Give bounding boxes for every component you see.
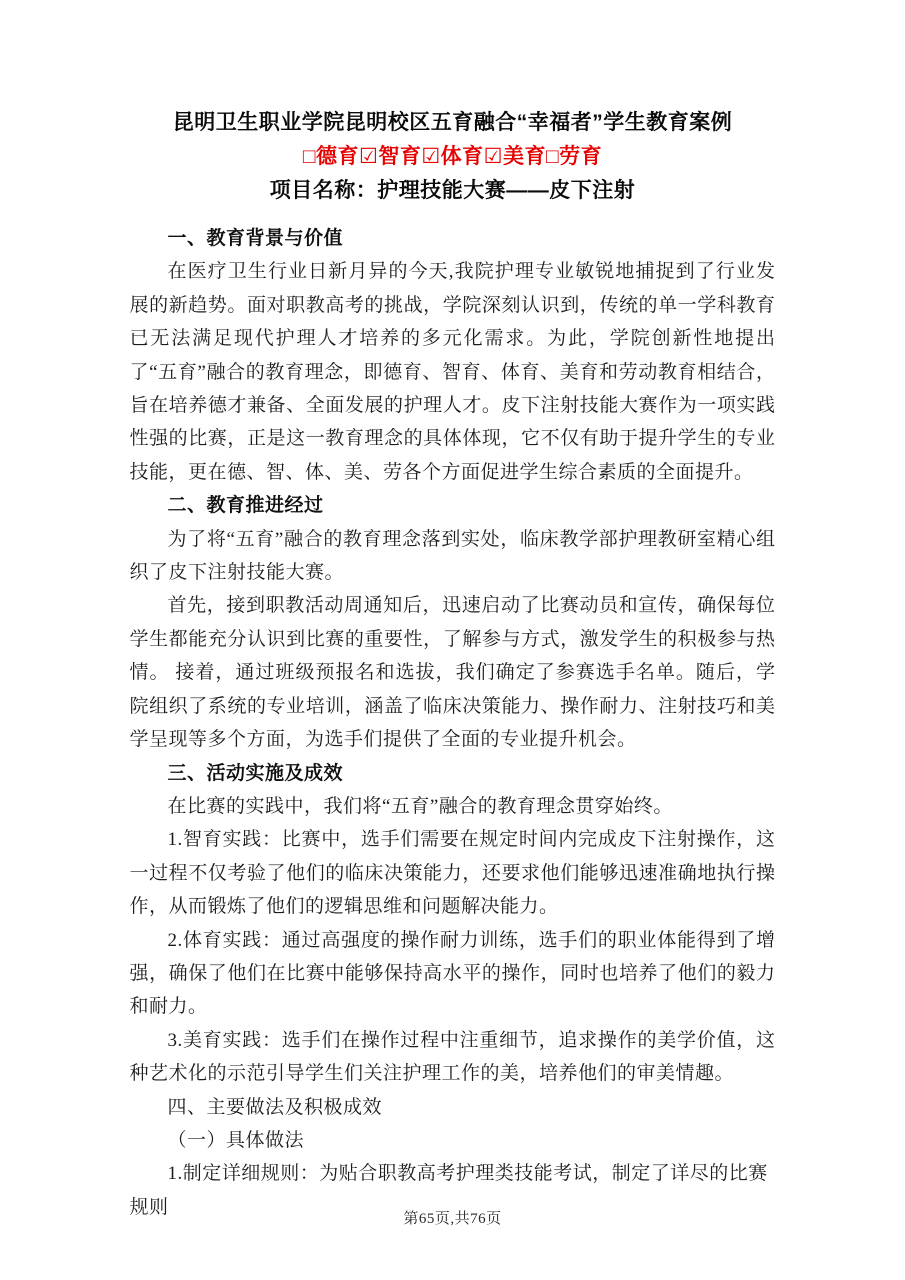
paragraph-process: 首先，接到职教活动周通知后，迅速启动了比赛动员和宣传，确保每位学生都能充分认识到比赛的重要性，了解参与方式，激发学生的积极参与热情。 接着，通过班级预报名和选拔，我们确定了参赛选手名单。随后，学院组织了系统的专业培训，涵盖了临床决策能力、操作耐力、注射技巧和美学呈现等多个方面，为选手们提供了全面的专业提升机会。	[129, 595, 776, 751]
checked-checkbox-体育: ☑体育	[421, 145, 484, 168]
section-heading-4: 四、主要做法及积极成效	[167, 1096, 383, 1118]
project-name-title: 项目名称：护理技能大赛——皮下注射	[269, 179, 636, 202]
checked-checkbox-美育: ☑美育	[483, 145, 546, 168]
five-education-checkbox-line	[0, 140, 905, 174]
paragraph-tiyu: 2.体育实践：通过高强度的操作耐力训练，选手们的职业体能得到了增强，确保了他们在比赛中能够保持高水平的操作，同时也培养了他们的毅力和耐力。	[129, 929, 776, 1018]
paragraph-zhiyu: 1.智育实践：比赛中，选手们需要在规定时间内完成皮下注射操作，这一过程不仅考验了他们的临床决策能力，还要求他们能够迅速准确地执行操作，从而锻炼了他们的逻辑思维和问题解决能力。	[129, 829, 776, 918]
checked-checkbox-智育: ☑智育	[359, 145, 422, 168]
title-block	[0, 0, 905, 208]
document-body	[130, 222, 776, 1224]
unchecked-checkbox-劳育: □劳育	[545, 145, 603, 168]
paragraph-rules: 1.制定详细规则：为贴合职教高考护理类技能考试，制定了详尽的比赛规则	[129, 1163, 768, 1218]
unchecked-checkbox-德育: □德育	[302, 145, 359, 168]
document-title: 昆明卫生职业学院昆明校区五育融合“幸福者”学生教育案例	[172, 111, 733, 134]
section-heading-2: 二、教育推进经过	[167, 495, 324, 517]
section-heading-3: 三、活动实施及成效	[167, 762, 344, 784]
subsection-heading-1: （一）具体做法	[167, 1129, 305, 1151]
paragraph-background: 在医疗卫生行业日新月异的今天,我院护理专业敏锐地捕捉到了行业发展的新趋势。面对职教高考的挑战，学院深刻认识到，传统的单一学科教育已无法满足现代护理人才培养的多元化需求。为此，学院创新性地提出了“五育”融合的教育理念，即德育、智育、体育、美育和劳动教育相结合，旨在培养德才兼备、全面发展的护理人才。皮下注射技能大赛作为一项实践性强的比赛，正是这一教育理念的具体体现，它不仅有助于提升学生的专业技能，更在德、智、体、美、劳各个方面促进学生综合素质的全面提升。	[129, 261, 776, 483]
paragraph-organize: 为了将“五育”融合的教育理念落到实处，临床教学部护理教研室精心组织了皮下注射技能大赛。	[129, 528, 776, 584]
paragraph-meiyu: 3.美育实践：选手们在操作过程中注重细节，追求操作的美学价值，这种艺术化的示范引导学生们关注护理工作的美，培养他们的审美情趣。	[129, 1029, 776, 1085]
page-number: 第65页,共76页	[403, 1211, 502, 1227]
paragraph-practice-intro: 在比赛的实践中，我们将“五育”融合的教育理念贯穿始终。	[167, 795, 673, 817]
section-heading-1: 一、教育背景与价值	[167, 228, 344, 249]
